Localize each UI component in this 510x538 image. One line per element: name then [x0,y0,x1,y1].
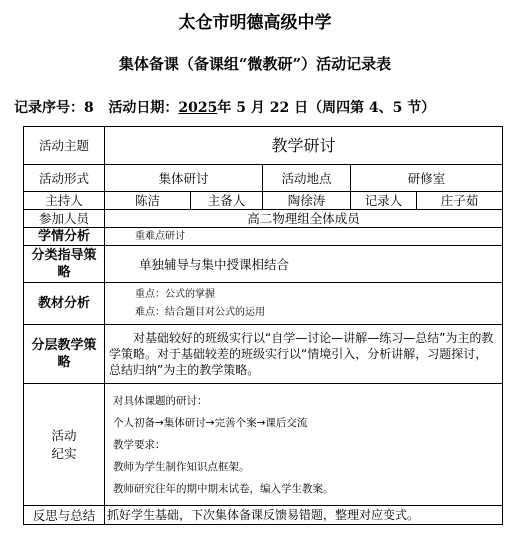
place-value: 研修室 [351,165,503,192]
material-label: 教材分析 [24,283,105,325]
preparer-label: 主备人 [191,192,263,210]
host-label: 主持人 [24,192,105,210]
theme-label: 活动主题 [24,127,105,165]
guidance-label: 分类指导策略 [24,246,105,283]
recorder-value: 庄子茹 [417,192,503,210]
summary-value: 抓好学生基础，下次集体备课反馈易错题，整理对应变式。 [105,506,503,525]
record-number-label: 记录序号： [14,100,84,116]
analysis-label: 学情分析 [24,228,105,246]
record-meta-line [14,97,435,117]
activity-record-table [23,126,503,525]
activity-year: 2025 [178,100,218,116]
form-label: 活动形式 [24,165,105,192]
material-key-point: 重点：公式的掌握 [135,288,215,300]
record-number: 8 [84,100,94,116]
activity-line: 教学要求： [113,438,166,451]
material-cell [105,283,503,325]
activity-date-label: 活动日期： [108,100,179,116]
recorder-label: 记录人 [351,192,417,210]
form-value: 集体研讨 [105,165,263,192]
material-difficulty: 难点：结合题目对公式的运用 [135,306,265,318]
school-name: 太仓市明德高级中学 [178,13,332,33]
host-value: 陈洁 [105,192,191,210]
theme-value: 教学研讨 [105,127,503,165]
activity-date: 年 5 月 22 日（周四第 4、5 节） [217,100,436,116]
activity-line: 个人初备→集体研讨→完善个案→课后交流 [113,416,308,429]
activity-line: 教师为学生制作知识点框架。 [113,460,250,473]
participants-value: 高二物理组全体成员 [105,210,503,228]
document-title: 集体备课（备课组“微教研”）活动记录表 [118,55,392,73]
participants-label: 参加人员 [24,210,105,228]
preparer-value: 陶徐涛 [263,192,351,210]
guidance-value: 单独辅导与集中授课相结合 [105,246,503,283]
layered-value: 对基础较好的班级实行以“自学—讨论—讲解—练习—总结”为主的教学策略。对于基础较差的班级实行以“情境引入，分析讲解，习题探讨，总结归纳”为主的教学策略。 [105,325,503,384]
layered-label: 分层教学策略 [24,325,105,384]
activity-label-line-1: 活动 [51,427,77,443]
place-label: 活动地点 [263,165,351,192]
activity-record-cell [105,384,503,506]
activity-label [24,384,105,506]
activity-line: 教师研究往年的期中期末试卷，编入学生教案。 [113,482,334,495]
summary-label: 反思与总结 [24,506,105,525]
activity-line: 对具体课题的研讨： [113,394,208,407]
analysis-value: 重难点研讨 [105,228,503,246]
activity-label-line-2: 纪实 [51,445,77,461]
